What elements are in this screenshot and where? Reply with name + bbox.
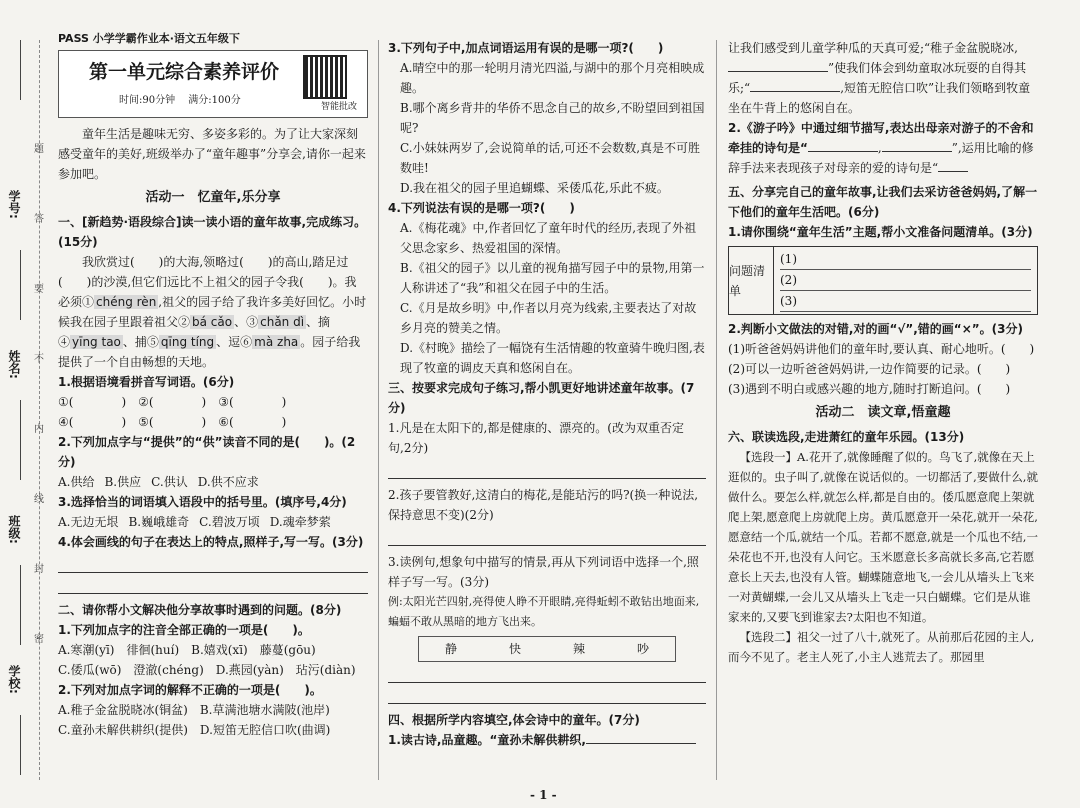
answer-line[interactable] [58, 558, 368, 573]
option[interactable]: B.《祖父的园子》以儿童的视角描写园子中的景物,用第一人称讲述了“我”和祖父在园子中的生活。 [400, 261, 705, 295]
qr-code-icon[interactable] [303, 55, 347, 99]
question-text: 1.读古诗,品童趣。“童孙未解供耕织, [388, 733, 586, 747]
fill-blank[interactable] [750, 80, 840, 92]
activity-1-title: 活动一 忆童年,乐分享 [145, 190, 281, 205]
pinyin-1: chéng rèn [96, 295, 157, 309]
brand: PASS 小学学霸作业本·语文五年级下 [58, 32, 240, 45]
option[interactable]: C.供认 [151, 475, 188, 489]
option[interactable]: C.《月是故乡明》中,作者以月亮为线索,主要表达了对故乡月亮的赞美之情。 [400, 301, 697, 335]
seal-char: 答 [34, 214, 44, 225]
column-2 [388, 38, 706, 750]
passage-text: 、摘④ [58, 315, 331, 349]
option[interactable]: B.哪个离乡背井的华侨不思念自己的故乡,不盼望回到祖国呢? [400, 101, 705, 135]
section-4-title: 四、根据所学内容填空,体会诗中的童年。(7分) [388, 713, 640, 727]
table-rows [774, 247, 1037, 314]
answer-line[interactable] [388, 531, 706, 546]
pinyin-6: mà zha [254, 335, 299, 349]
word-choice[interactable]: 快 [508, 642, 521, 656]
passage-text: 我欣赏过( )的大海,领略过( )的高山,踏足过( )的沙漠,但它们远比不上祖父的园子令我( )。我必须① [58, 255, 357, 309]
option-row[interactable]: C.倭瓜(wō) 澄澈(chéng) D.燕园(yàn) 玷污(diàn) [58, 663, 356, 677]
column-divider [716, 40, 717, 780]
fill-blank[interactable] [808, 140, 878, 152]
table-row[interactable]: (3) [780, 291, 1031, 312]
exam-score: 满分:100分 [188, 95, 241, 106]
question: 2.判断小文做法的对错,对的画“√”,错的画“×”。(3分) [728, 322, 1023, 336]
title-box [58, 50, 368, 118]
answer-row[interactable]: ④( ) ⑤( ) ⑥( ) [58, 415, 287, 429]
name-label: 姓名: [7, 350, 21, 379]
seal-char: 不 [34, 354, 44, 365]
option[interactable]: B.巍峨雄奇 [128, 515, 190, 529]
passage [58, 252, 368, 372]
text: ,短笛无腔信口吹”让我们领略到牧童坐在牛背上的悠闲自在。 [728, 81, 1031, 115]
option[interactable]: A.晴空中的那一轮明月清光四溢,与湖中的那个月亮相映成趣。 [400, 61, 705, 95]
question: 1.请你围绕“童年生活”主题,帮小文准备问题清单。(3分) [728, 225, 1033, 239]
question-list-table [728, 246, 1038, 315]
seal-char: 内 [34, 424, 44, 435]
selection-2: 【选段二】祖父一过了八十,就死了。从前那后花园的主人,而今不见了。老主人死了,小主人逃荒去了。那园里 [728, 630, 1035, 664]
fill-blank[interactable] [882, 140, 952, 152]
word-choice[interactable]: 静 [444, 642, 457, 656]
passage-text: 、逗⑥ [216, 335, 253, 349]
word-choice[interactable]: 吵 [636, 642, 649, 656]
question-3: 3.下列句子中,加点词语运用有误的是哪一项?( ) [388, 41, 664, 55]
passage-text: 、捕⑤ [122, 335, 159, 349]
class-label: 班级: [7, 515, 21, 544]
judge-item[interactable]: (2)可以一边听爸爸妈妈讲,一边作简要的记录。( ) [728, 362, 1011, 376]
pinyin-4: yīng tao [72, 335, 121, 349]
question-text: 2.《游子吟》中通过细节描写,表达出母亲对游子的不舍和牵挂的诗句是“ [728, 121, 1034, 155]
option[interactable]: D.《村晚》描绘了一幅饶有生活情趣的牧童骑牛晚归图,表现了牧童的调皮天真和悠闲自在。 [400, 341, 705, 375]
fill-blank[interactable] [728, 60, 828, 72]
option[interactable]: D.我在祖父的园子里追蝴蝶、采倭瓜花,乐此不疲。 [400, 181, 669, 195]
seal-char: 封 [34, 564, 44, 575]
question: 3.读例句,想象句中描写的情景,再从下列词语中选择一个,照样子写一写。(3分) [388, 555, 699, 589]
qr-label: 智能批改 [320, 102, 357, 112]
student-id-label: 学号: [7, 190, 21, 219]
question [388, 730, 706, 750]
margin-line [20, 40, 21, 100]
option[interactable]: A.供给 [58, 475, 95, 489]
option[interactable]: D.供不应求 [197, 475, 259, 489]
selection-1: 【选段一】A.花开了,就像睡醒了似的。鸟飞了,就像在天上逛似的。虫子叫了,就像在说话似的。一切都活了,要做什么,就做什么。要怎么样,就怎么样,都是自由的。倭瓜愿意爬上架就爬上架,愿意爬上房就爬上房。黄瓜愿意开一朵花,就开一朵花,愿意结一个瓜,就结一个瓜。若都不愿意,就是一个瓜也不结,一朵花也不开,也没有人问它。玉米愿意长多高就长多高,它若愿意长上天去,也没有人管。蝴蝶随意地飞,一会儿从墙头上飞来一对黄蝴蝶,一会儿又从墙头上飞走一只白蝴蝶。它们是从谁家来的,又要飞到谁家去?太阳也不知道。 [728, 450, 1038, 624]
option[interactable]: A.无边无垠 [58, 515, 119, 529]
text: ”使我们体会到幼童取冰玩耍的自得其乐;“ [728, 61, 1027, 95]
school-line[interactable] [20, 715, 21, 775]
section-6-title: 六、联读选段,走进萧红的童年乐园。(13分) [728, 430, 965, 444]
text: 让我们感受到儿童学种瓜的天真可爱;“稚子金盆脱晓冰, [728, 41, 1018, 55]
question-3: 3.选择恰当的词语填入语段中的括号里。(填序号,4分) [58, 495, 347, 509]
judge-item[interactable]: (1)听爸爸妈妈讲他们的童年时,要认真、耐心地听。( ) [728, 342, 1035, 356]
options [58, 472, 368, 492]
column-3 [728, 38, 1038, 667]
answer-line[interactable] [388, 464, 706, 479]
question: 2.下列对加点字词的解释不正确的一项是( )。 [58, 683, 322, 697]
column-1 [58, 124, 368, 740]
question-2: 2.《游子吟》中通过细节描写,表达出母亲对游子的不舍和牵挂的诗句是“ , ”,运用比喻的修辞手法来表现孩子对母亲的爱的诗句是“ [728, 121, 1034, 175]
text: ”,运用比喻的修辞手法来表现孩子对母亲的爱的诗句是“ [728, 141, 1034, 175]
name-line[interactable] [20, 400, 21, 480]
judge-item[interactable]: (3)遇到不明白或感兴趣的地方,随时打断追问。( ) [728, 382, 1011, 396]
exam-meta [119, 91, 241, 106]
passage-text: 、③ [234, 315, 259, 329]
table-row[interactable]: (2) [780, 270, 1031, 291]
pinyin-5: qīng tíng [160, 335, 215, 349]
school-label: 学校: [7, 665, 21, 694]
pinyin-2: bá cǎo [192, 315, 233, 329]
seal-char: 要 [34, 284, 44, 295]
section-1-title: 一、[新趋势·语段综合]读一读小语的童年故事,完成练习。(15分) [58, 215, 367, 249]
section-3-title: 三、按要求完成句子练习,帮小凯更好地讲述童年故事。(7分) [388, 381, 695, 415]
question-4: 4.下列说法有误的是哪一项?( ) [388, 201, 575, 215]
question-4: 4.体会画线的句子在表达上的特点,照样子,写一写。(3分) [58, 535, 364, 549]
section-5-title: 五、分享完自己的童年故事,让我们去采访爸爸妈妈,了解一下他们的童年生活吧。(6分) [728, 185, 1038, 219]
fill-blank[interactable] [586, 732, 696, 744]
word-choice[interactable]: 辣 [572, 642, 585, 656]
option-row[interactable]: A.寒潮(yī) 徘徊(huí) B.嬉戏(xī) 藤蔓(gōu) [58, 643, 316, 657]
question-1: 1.根据语境看拼音写词语。(6分) [58, 375, 235, 389]
option-row[interactable]: A.稚子金盆脱晓冰(铜盆) B.草满池塘水满陂(池岸) [58, 703, 330, 717]
id-line[interactable] [20, 250, 21, 320]
page-number: - 1 - [530, 788, 557, 802]
option[interactable]: C.小妹妹两岁了,会说简单的话,可还不会数数,真是不可胜数哇! [400, 141, 701, 175]
section-2-title: 二、请你帮小文解决他分享故事时遇到的问题。(8分) [58, 603, 342, 617]
passage-text: ,祖父的园子给了我许多美好回忆。小时候我在园子里跟着祖父② [58, 295, 367, 329]
question: 1.凡是在太阳下的,都是健康的、漂亮的。(改为双重否定句,2分) [388, 421, 684, 455]
word-choices [418, 636, 676, 662]
option[interactable]: D.魂牵梦萦 [269, 515, 331, 529]
activity-2-title: 活动二 读文章,悟童趣 [815, 405, 951, 420]
column-divider [378, 40, 379, 780]
question: 2.孩子要管教好,这清白的梅花,是能玷污的吗?(换一种说法,保持意思不变)(2分) [388, 488, 699, 522]
question: 1.下列加点字的注音全部正确的一项是( )。 [58, 623, 310, 637]
table-row[interactable]: (1) [780, 249, 1031, 270]
header [58, 30, 368, 118]
seal-char: 线 [34, 494, 44, 505]
class-line[interactable] [20, 565, 21, 645]
answer-row[interactable]: ①( ) ②( ) ③( ) [58, 395, 287, 409]
pinyin-3: chǎn dì [260, 315, 305, 329]
table-label: 问题清单 [729, 247, 774, 314]
option[interactable]: B.供应 [104, 475, 142, 489]
option[interactable]: C.碧波万顷 [199, 515, 260, 529]
example-text: 例:太阳光芒四射,亮得使人睁不开眼睛,亮得蚯蚓不敢钻出地面来,蝙蝠不敢从黑暗的地方飞出来。 [388, 595, 700, 628]
option-row[interactable]: C.童孙未解供耕织(提供) D.短笛无腔信口吹(曲调) [58, 723, 331, 737]
seal-char: 密 [34, 634, 44, 645]
answer-line[interactable] [388, 668, 706, 683]
page-title: 第一单元综合素养评价 [89, 61, 280, 83]
answer-line[interactable] [388, 689, 706, 704]
seal-char: 题 [34, 144, 44, 155]
passage-text: 。园子给我提供了一个自由畅想的天地。 [58, 335, 361, 369]
binding-margin [0, 0, 58, 808]
question-2: 2.下列加点字与“提供”的“供”读音不同的是( )。(2分) [58, 435, 356, 469]
answer-line[interactable] [58, 579, 368, 594]
intro-text: 童年生活是趣味无穷、多姿多彩的。为了让大家深刻感受童年的美好,班级举办了“童年趣事”分享会,请你一起来参加吧。 [58, 127, 366, 181]
option[interactable]: A.《梅花魂》中,作者回忆了童年时代的经历,表现了外祖父思念家乡、热爱祖国的深情。 [400, 221, 697, 255]
poem-text [728, 38, 1038, 118]
exam-time: 时间:90分钟 [119, 95, 176, 106]
options [58, 512, 368, 532]
fill-blank[interactable] [938, 160, 968, 172]
